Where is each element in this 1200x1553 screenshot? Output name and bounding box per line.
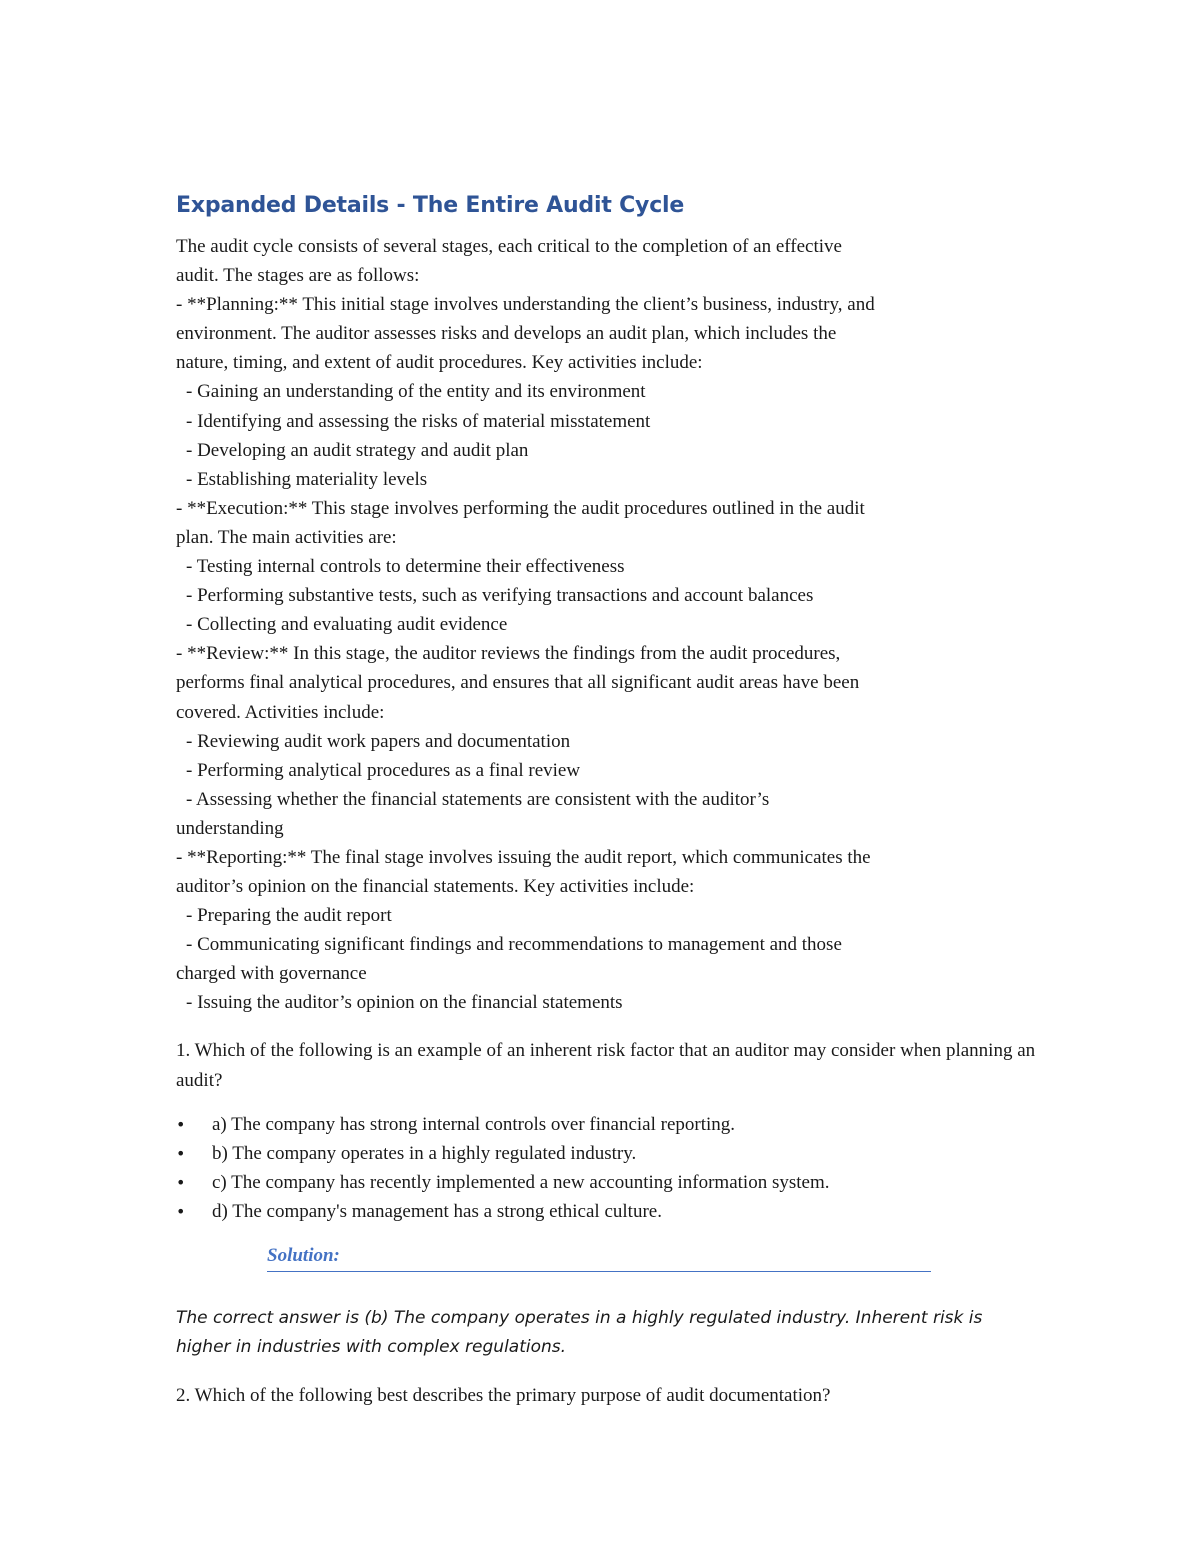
body-line: - Testing internal controls to determine their effectiveness — [186, 556, 625, 578]
body-line: plan. The main activities are: — [176, 526, 397, 548]
body-line: - **Reporting:** The final stage involves issuing the audit report, which communicates the — [176, 846, 871, 868]
body-line: auditor’s opinion on the financial statements. Key activities include: — [176, 876, 695, 898]
answer-option-label: b) The company operates in a highly regulated industry. — [212, 1142, 637, 1164]
body-line: - Establishing materiality levels — [186, 468, 428, 490]
solution-label: Solution: — [267, 1244, 340, 1266]
body-line: - Identifying and assessing the risks of material misstatement — [186, 410, 651, 432]
answer-option — [176, 1197, 1036, 1226]
answer-option-label: c) The company has recently implemented a new accounting information system. — [212, 1172, 830, 1194]
answer-explanation: The correct answer is (b) The company operates in a highly regulated industry. Inherent risk is higher in industries with complex regulations. — [176, 1307, 983, 1357]
bullet-icon: • — [176, 1173, 186, 1193]
solution-header — [267, 1245, 931, 1272]
body-line: - Assessing whether the financial statements are consistent with the auditor’s — [186, 788, 770, 810]
body-line: - Performing analytical procedures as a final review — [186, 759, 581, 781]
body-line: The audit cycle consists of several stages, each critical to the completion of an effective — [176, 236, 842, 257]
body-line: charged with governance — [176, 963, 367, 985]
answer-option — [176, 1168, 1036, 1197]
body-line: - **Review:** In this stage, the auditor reviews the findings from the audit procedures, — [176, 643, 841, 665]
document-page — [176, 190, 1036, 1411]
audit-cycle-description — [176, 232, 1036, 1018]
answer-option — [176, 1110, 1036, 1139]
body-line: - **Execution:** This stage involves performing the audit procedures outlined in the audit — [176, 497, 865, 519]
body-line: - Issuing the auditor’s opinion on the financial statements — [186, 992, 623, 1014]
bullet-icon: • — [176, 1143, 186, 1163]
body-line: - Communicating significant findings and recommendations to management and those — [186, 934, 842, 956]
question-1-text: 1. Which of the following is an example of an inherent risk factor that an auditor may consider when planning an audit? — [176, 1039, 1036, 1091]
body-line: - **Planning:** This initial stage involves understanding the client’s business, industry, and — [176, 294, 875, 316]
body-line: - Performing substantive tests, such as verifying transactions and account balances — [186, 585, 814, 607]
section-heading: Expanded Details - The Entire Audit Cycle — [176, 193, 685, 218]
body-line: environment. The auditor assesses risks and develops an audit plan, which includes the — [176, 323, 837, 345]
body-line: covered. Activities include: — [176, 701, 385, 723]
bullet-icon: • — [176, 1202, 186, 1222]
body-line: nature, timing, and extent of audit procedures. Key activities include: — [176, 352, 703, 374]
body-line: performs final analytical procedures, and ensures that all significant audit areas have been — [176, 672, 860, 694]
body-line: - Reviewing audit work papers and documentation — [186, 730, 571, 752]
question-2-text: 2. Which of the following best describes the primary purpose of audit documentation? — [176, 1384, 831, 1406]
body-line: audit. The stages are as follows: — [176, 265, 420, 287]
answer-option-label: d) The company's management has a strong ethical culture. — [212, 1201, 662, 1223]
answer-option — [176, 1139, 1036, 1168]
body-line: - Developing an audit strategy and audit plan — [186, 439, 529, 461]
body-line: - Preparing the audit report — [186, 905, 392, 927]
body-line: - Gaining an understanding of the entity and its environment — [186, 381, 646, 403]
answer-option-label: a) The company has strong internal controls over financial reporting. — [212, 1113, 736, 1135]
question-1-options — [176, 1110, 1036, 1227]
body-line: understanding — [176, 817, 284, 839]
body-line: - Collecting and evaluating audit evidence — [186, 614, 508, 636]
bullet-icon: • — [176, 1114, 186, 1134]
